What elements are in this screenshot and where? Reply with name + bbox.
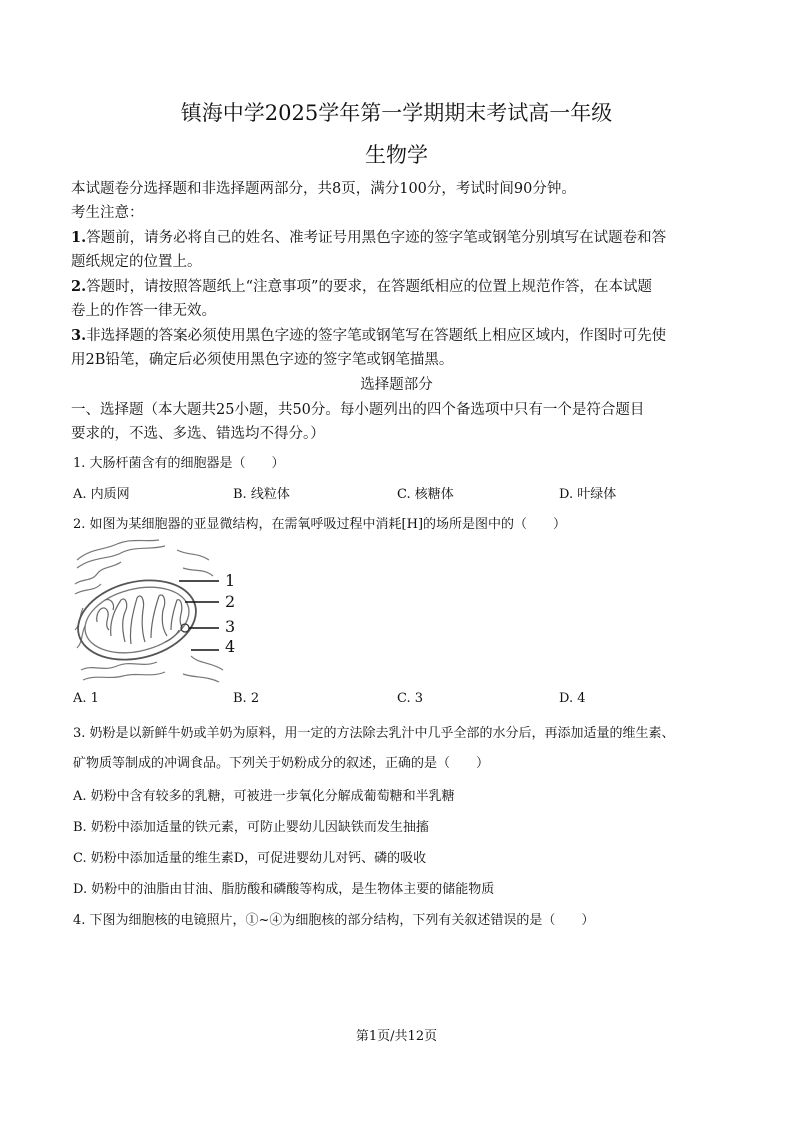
section-heading-line2: 要求的，不选、多选、错选均不得分。） — [71, 426, 325, 442]
outer-membrane — [73, 569, 204, 672]
notice-item-1 — [71, 226, 666, 247]
intro-text: 本试题卷分选择题和非选择题两部分，共8页，满分100分，考试时间90分钟。 — [71, 181, 576, 197]
notice-item-3-cont: 用2B铅笔，确定后必须使用黑色字迹的签字笔或钢笔描黑。 — [71, 352, 454, 368]
question-3-option-a: A. 奶粉中含有较多的乳糖，可被进一步氧化分解成葡萄糖和半乳糖 — [73, 789, 455, 804]
question-1-stem: 1. 大肠杆菌含有的细胞器是（ ） — [73, 456, 285, 471]
notice-item-3 — [71, 324, 666, 345]
page-number: 第1页/共12页 — [355, 1029, 438, 1044]
notice-item-1-number: 1. — [71, 229, 87, 246]
question-1-option-d: D. 叶绿体 — [559, 487, 617, 502]
section-heading-line1: 一、选择题（本大题共25小题，共50分。每小题列出的四个备选项中只有一个是符合题目 — [71, 402, 645, 418]
question-3-stem-line1: 3. 奶粉是以新鲜牛奶或羊奶为原料，用一定的方法除去乳汁中几乎全部的水分后，再添加适量的维生素、 — [73, 726, 675, 741]
question-4-stem: 4. 下图为细胞核的电镜照片，①~④为细胞核的部分结构，下列有关叙述错误的是（ ） — [73, 913, 595, 928]
question-2-option-a: A. 1 — [73, 691, 99, 706]
figure-label-2: 2 — [225, 592, 236, 611]
notice-label: 考生注意： — [71, 205, 144, 221]
question-1-option-c: C. 核糖体 — [397, 487, 454, 502]
cristae — [97, 595, 183, 644]
notice-item-1-text: 答题前，请务必将自己的姓名、准考证号用黑色字迹的签字笔或钢笔分别填写在试题卷和答 — [86, 230, 667, 246]
question-2-stem: 2. 如图为某细胞器的亚显微结构，在需氧呼吸过程中消耗[H]的场所是图中的（ ） — [73, 517, 567, 532]
notice-item-2-cont: 卷上的作答一律无效。 — [71, 303, 216, 319]
notice-item-1-cont: 题纸规定的位置上。 — [71, 254, 202, 270]
question-3-option-b: B. 奶粉中添加适量的铁元素，可防止婴幼儿因缺铁而发生抽搐 — [73, 820, 429, 835]
notice-item-2-number: 2. — [71, 278, 87, 295]
question-3-option-c: C. 奶粉中添加适量的维生素D，可促进婴幼儿对钙、磷的吸收 — [73, 851, 427, 866]
notice-item-2-text: 答题时，请按照答题纸上“注意事项”的要求，在答题纸相应的位置上规范作答，在本试题 — [86, 279, 652, 295]
figure-label-1: 1 — [225, 571, 236, 590]
question-2-option-b: B. 2 — [233, 691, 260, 706]
mitochondrion-diagram — [73, 538, 243, 683]
inner-membrane — [78, 577, 196, 663]
question-1-option-b: B. 线粒体 — [233, 487, 290, 502]
question-1-option-a: A. 内质网 — [73, 487, 130, 502]
mitochondrion-figure — [73, 538, 243, 683]
question-3-stem-line2: 矿物质等制成的冲调食品。下列关于奶粉成分的叙述，正确的是（ ） — [73, 756, 490, 771]
notice-item-3-number: 3. — [71, 327, 87, 344]
question-2-option-d: D. 4 — [559, 691, 586, 706]
figure-label-4: 4 — [225, 637, 236, 656]
section-title: 选择题部分 — [360, 377, 433, 393]
notice-item-3-text: 非选择题的答案必须使用黑色字迹的签字笔或钢笔写在答题纸上相应区域内，作图时可先使 — [86, 328, 667, 344]
subject-title: 生物学 — [365, 143, 428, 167]
notice-item-2 — [71, 275, 652, 296]
figure-label-3: 3 — [225, 617, 236, 636]
exam-title: 镇海中学2025学年第一学期期末考试高一年级 — [180, 101, 613, 125]
question-2-option-c: C. 3 — [397, 691, 424, 706]
question-3-option-d: D. 奶粉中的油脂由甘油、脂肪酸和磷酸等构成，是生物体主要的储能物质 — [73, 882, 495, 897]
